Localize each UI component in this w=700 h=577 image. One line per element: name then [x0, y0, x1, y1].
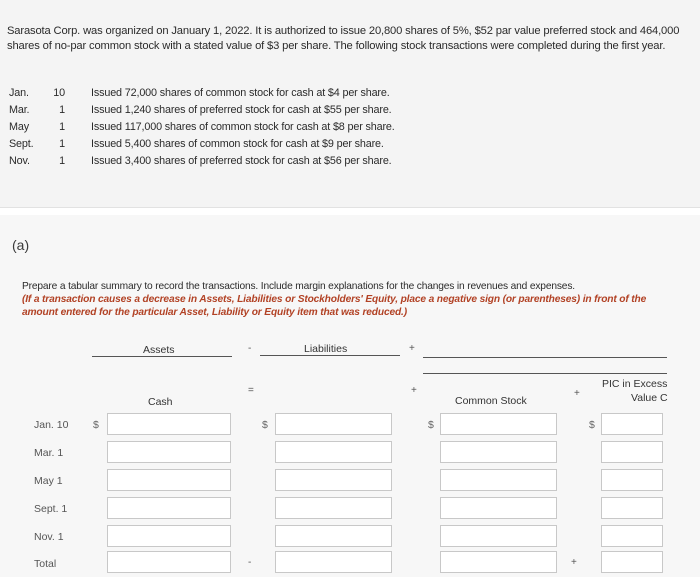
- equity-underline-2: [423, 373, 667, 374]
- assets-underline: [92, 356, 232, 357]
- cash-column-header: Cash: [148, 396, 173, 408]
- common-stock-input[interactable]: [440, 525, 557, 547]
- plus-sign: +: [409, 343, 415, 354]
- instructions: [22, 280, 677, 320]
- plus-sign: +: [411, 385, 417, 396]
- common-stock-input[interactable]: [440, 497, 557, 519]
- pic-column-header-line1: PIC in Excess: [602, 378, 668, 390]
- transaction-day: 10: [53, 87, 65, 99]
- part-a-section: [0, 215, 700, 577]
- transaction-month: Sept.: [9, 138, 34, 150]
- currency-symbol: $: [93, 419, 99, 431]
- transaction-month: Jan.: [9, 87, 29, 99]
- equals-sign: =: [248, 385, 254, 396]
- transaction-text: Issued 117,000 shares of common stock for cash at $8 per share.: [91, 121, 395, 133]
- transaction-day: 1: [59, 121, 65, 133]
- assets-header: Assets: [143, 344, 175, 356]
- pic-input[interactable]: [601, 441, 663, 463]
- liabilities-header: Liabilities: [304, 343, 348, 355]
- row-label: Nov. 1: [34, 531, 64, 543]
- transaction-day: 1: [59, 104, 65, 116]
- liabilities-input[interactable]: [275, 497, 392, 519]
- liabilities-total-input[interactable]: [275, 551, 392, 573]
- row-label: Mar. 1: [34, 447, 64, 459]
- liabilities-input[interactable]: [275, 525, 392, 547]
- plus-sign: +: [571, 557, 577, 568]
- common-stock-input[interactable]: [440, 441, 557, 463]
- instruction-text: Prepare a tabular summary to record the transactions. Include margin explanations for the changes in revenues and expenses.: [22, 281, 575, 292]
- cash-total-input[interactable]: [107, 551, 231, 573]
- pic-input[interactable]: [601, 469, 663, 491]
- liabilities-underline: [260, 355, 400, 356]
- minus-sign: -: [248, 557, 252, 568]
- equity-underline: [423, 357, 667, 358]
- part-label: (a): [12, 237, 30, 253]
- row-label: Jan. 10: [34, 419, 69, 431]
- problem-intro: Sarasota Corp. was organized on January 1, 2022. It is authorized to issue 20,800 shares of 5%, $52 par value preferred stock and 464,000 shares of no-par common stock with a stated value of $3 per share. The following stock transactions were completed during the first year.: [7, 25, 680, 52]
- common-stock-total-input[interactable]: [440, 551, 557, 573]
- transaction-day: 1: [59, 155, 65, 167]
- cash-input[interactable]: [107, 413, 231, 435]
- liabilities-input[interactable]: [275, 469, 392, 491]
- transaction-day: 1: [59, 138, 65, 150]
- cash-input[interactable]: [107, 497, 231, 519]
- plus-sign: +: [574, 388, 580, 399]
- currency-symbol: $: [428, 419, 434, 431]
- transaction-month: Nov.: [9, 155, 30, 167]
- problem-statement: [0, 0, 700, 208]
- instruction-emphasis: (If a transaction causes a decrease in Assets, Liabilities or Stockholders' Equity, place a negative sign (or parentheses) in front of the amount entered for the particular Asset, Liability or Equity item that was reduced.): [22, 294, 647, 319]
- transaction-text: Issued 5,400 shares of common stock for cash at $9 per share.: [91, 138, 384, 150]
- transaction-month: Mar.: [9, 104, 30, 116]
- transaction-month: May: [9, 121, 29, 133]
- transaction-text: Issued 1,240 shares of preferred stock for cash at $55 per share.: [91, 104, 392, 116]
- row-label: Total: [34, 558, 57, 570]
- transaction-text: Issued 72,000 shares of common stock for cash at $4 per share.: [91, 87, 390, 99]
- pic-column-header-line2: Value C: [631, 392, 668, 404]
- common-stock-input[interactable]: [440, 469, 557, 491]
- liabilities-input[interactable]: [275, 413, 392, 435]
- cash-input[interactable]: [107, 441, 231, 463]
- row-label: Sept. 1: [34, 503, 68, 515]
- cash-input[interactable]: [107, 525, 231, 547]
- common-stock-input[interactable]: [440, 413, 557, 435]
- cash-input[interactable]: [107, 469, 231, 491]
- pic-input[interactable]: [601, 525, 663, 547]
- minus-sign: -: [248, 343, 252, 354]
- currency-symbol: $: [589, 419, 595, 431]
- currency-symbol: $: [262, 419, 268, 431]
- pic-input[interactable]: [601, 497, 663, 519]
- pic-input[interactable]: [601, 413, 663, 435]
- transaction-text: Issued 3,400 shares of preferred stock for cash at $56 per share.: [91, 155, 392, 167]
- row-label: May 1: [34, 475, 63, 487]
- common-stock-column-header: Common Stock: [455, 395, 527, 407]
- pic-total-input[interactable]: [601, 551, 663, 573]
- liabilities-input[interactable]: [275, 441, 392, 463]
